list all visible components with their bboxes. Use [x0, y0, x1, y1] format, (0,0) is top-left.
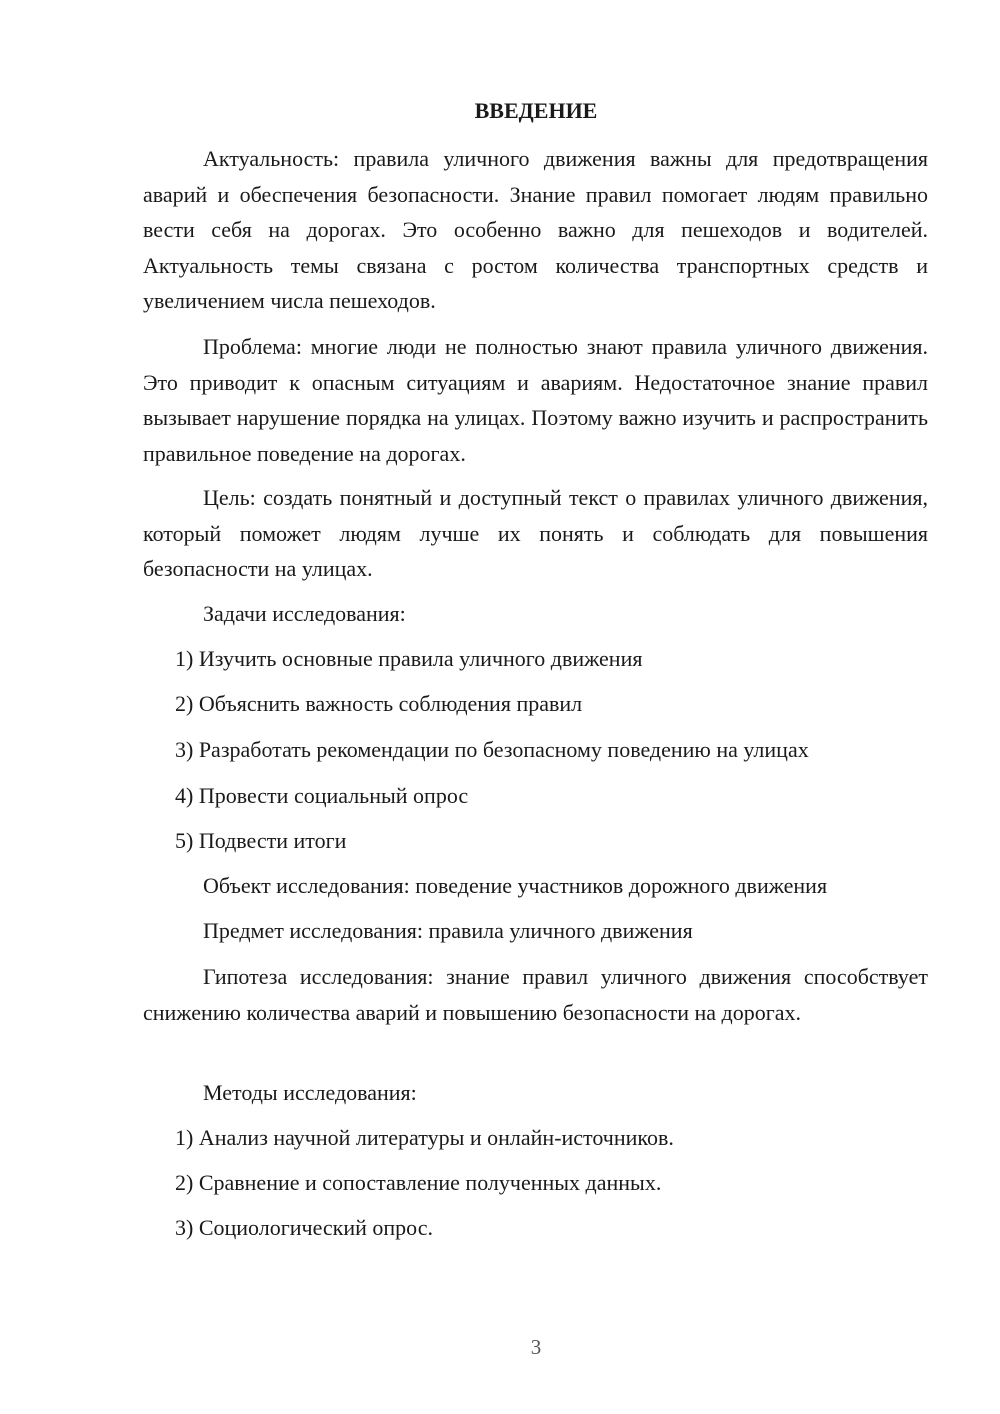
list-item: 4) Провести социальный опрос [175, 783, 469, 808]
list-item: 1) Изучить основные правила уличного движения [175, 646, 643, 671]
list-item: 3) Разработать рекомендации по безопасному поведению на улицах [175, 737, 809, 762]
list-item: 3) Социологический опрос. [175, 1215, 433, 1240]
paragraph-goal: Цель: создать понятный и доступный текст о правилах уличного движения, который поможет людям лучше их понять и соблюдать для повышения безопасности на улицах. [143, 485, 928, 581]
research-subject: Предмет исследования: правила уличного движения [203, 918, 693, 943]
paragraph-hypothesis: Гипотеза исследования: знание правил уличного движения способствует снижению количества аварий и повышению безопасности на дорогах. [143, 964, 928, 1025]
paragraph-relevance: Актуальность: правила уличного движения важны для предотвращения аварий и обеспечения безопасности. Знание правил помогает людям правильно вести себя на дорогах. Это особенно важно для пешеходов и водителей. Актуальность темы связана с ростом количества транспортных средств и увеличением числа пешеходов. [143, 146, 928, 313]
list-item: 2) Объяснить важность соблюдения правил [175, 691, 583, 716]
tasks-label: Задачи исследования: [203, 601, 406, 626]
list-item: 1) Анализ научной литературы и онлайн-источников. [175, 1125, 674, 1150]
page-title: ВВЕДЕНИЕ [474, 98, 598, 123]
research-object: Объект исследования: поведение участников дорожного движения [203, 873, 828, 898]
page-number: 3 [530, 1335, 542, 1359]
list-item: 2) Сравнение и сопоставление полученных данных. [175, 1170, 662, 1195]
list-item: 5) Подвести итоги [175, 828, 347, 853]
paragraph-problem: Проблема: многие люди не полностью знают правила уличного движения. Это приводит к опасным ситуациям и авариям. Недостаточное знание правил вызывает нарушение порядка на улицах. Поэтому важно изучить и распространить правильное поведение на дорогах. [143, 334, 928, 466]
methods-label: Методы исследования: [203, 1080, 417, 1105]
